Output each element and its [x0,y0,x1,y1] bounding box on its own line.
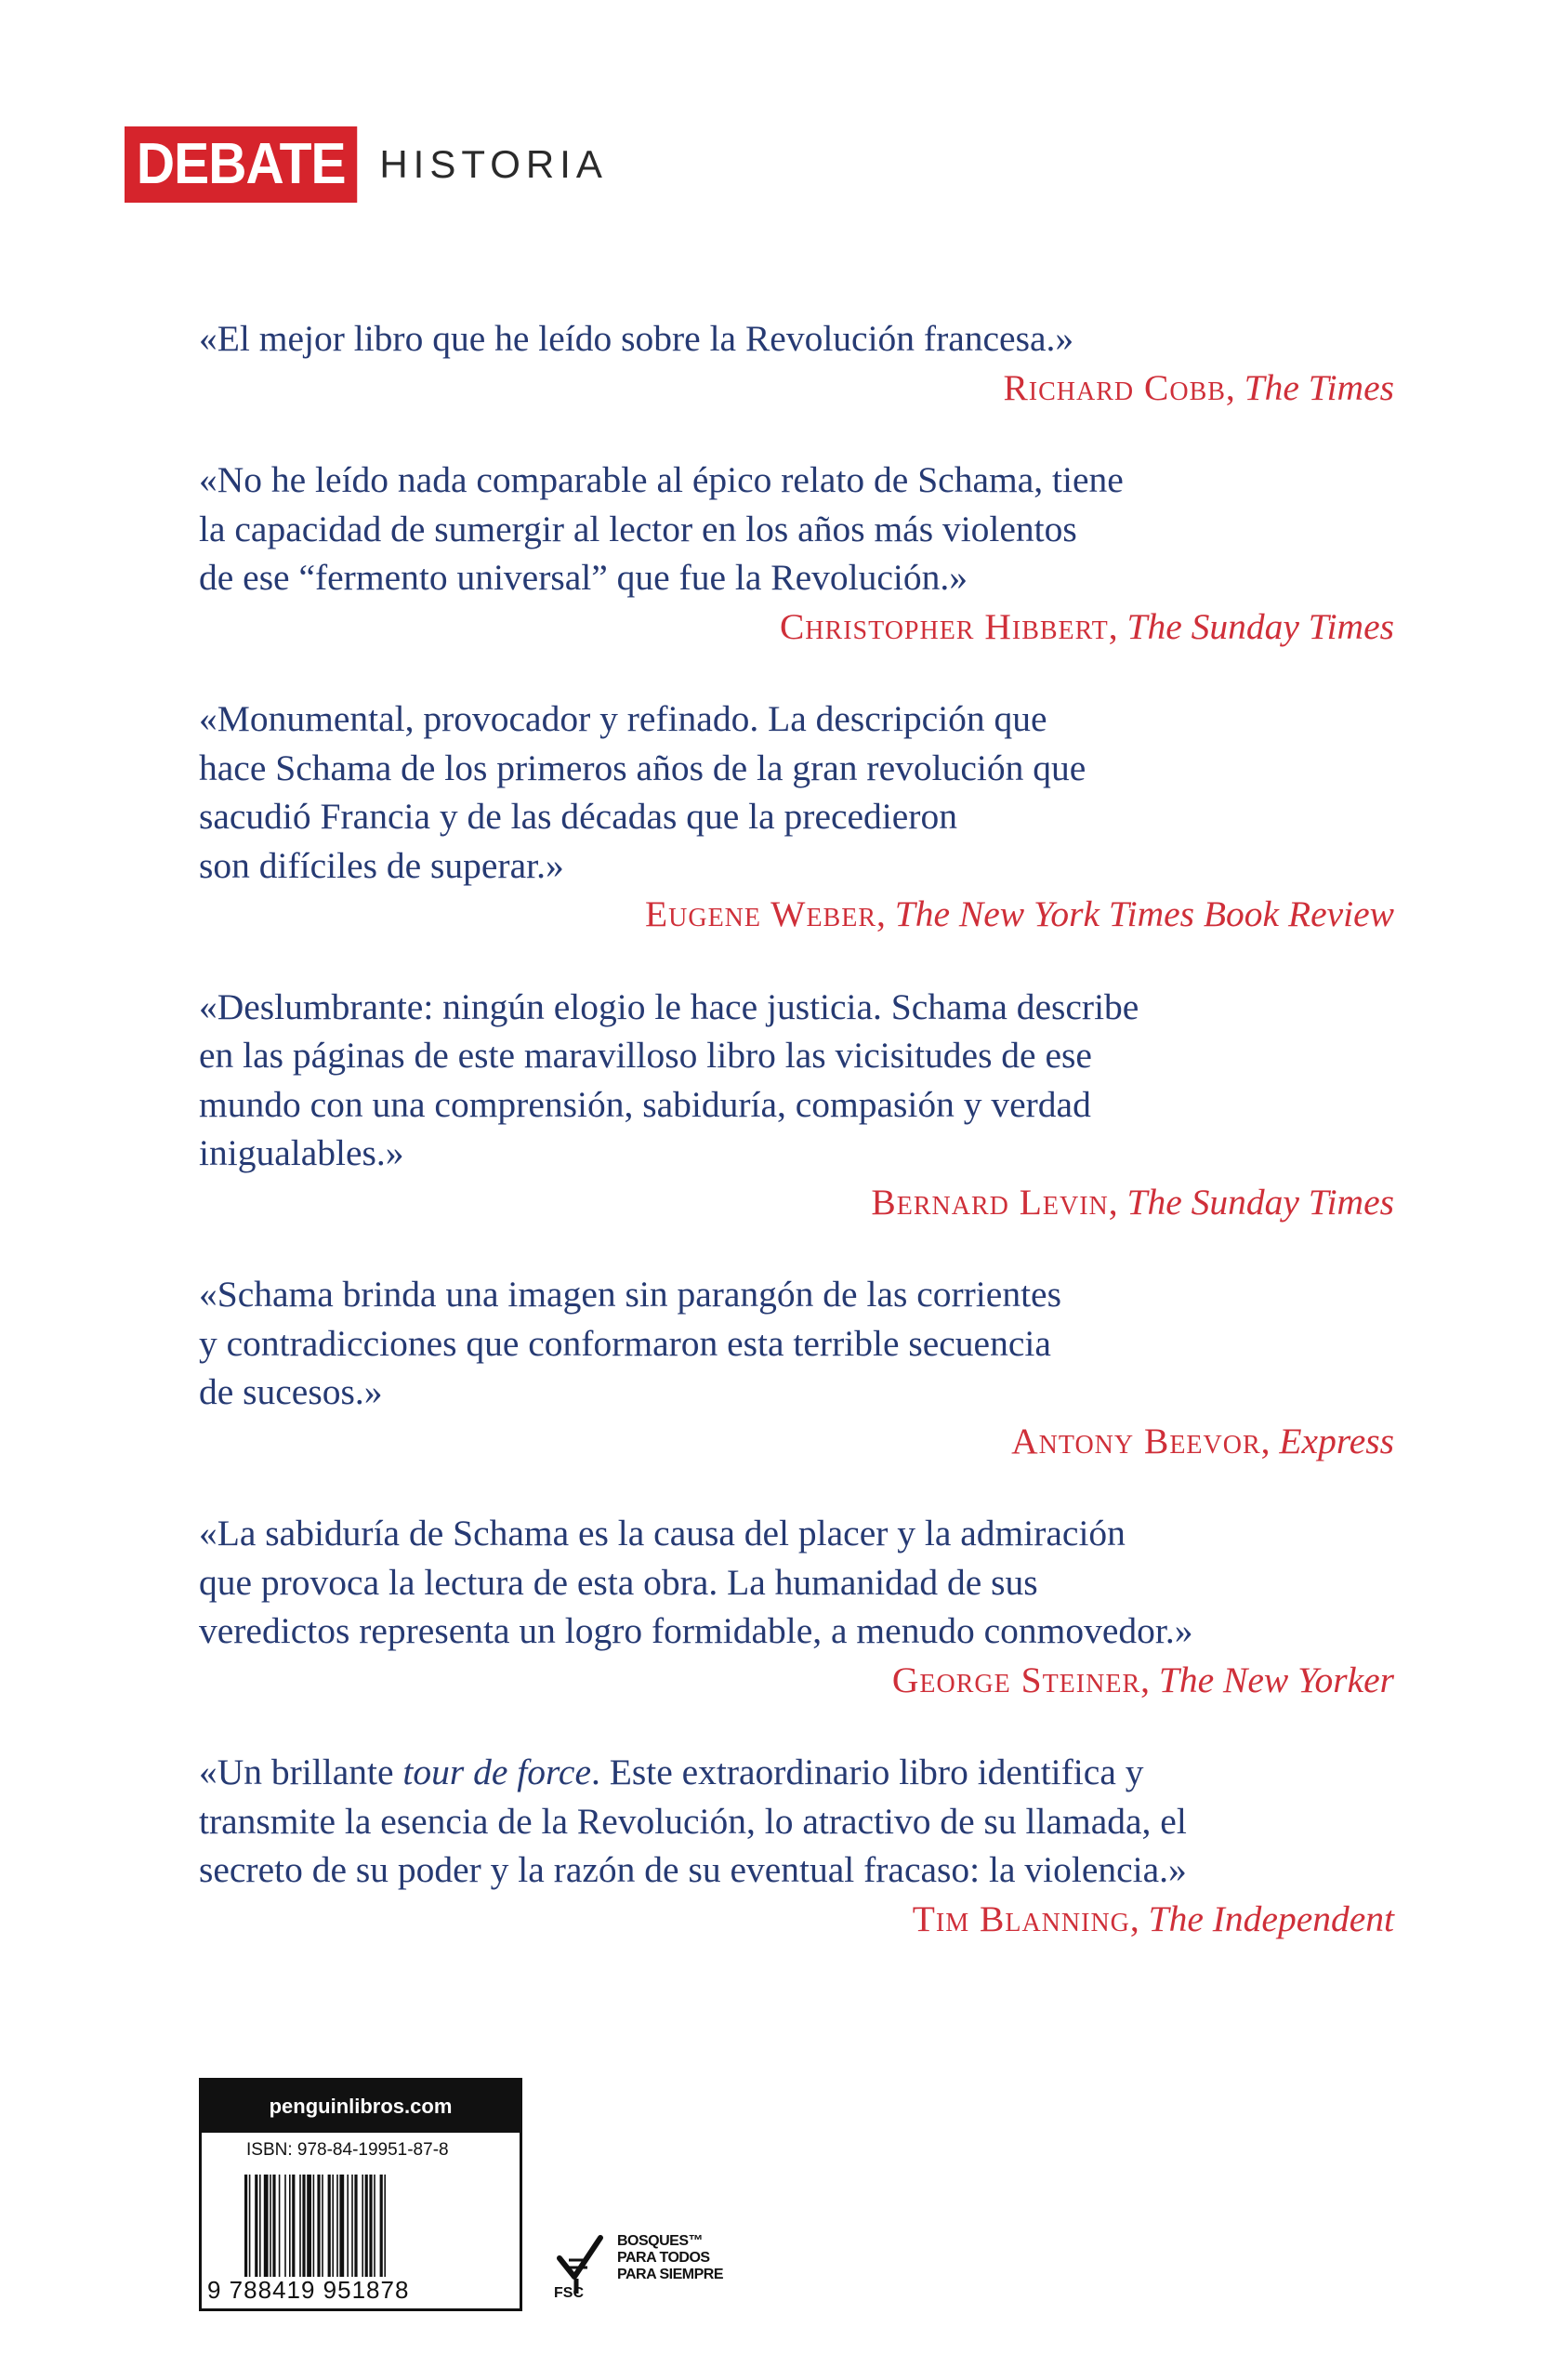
fsc-line: BOSQUES™ [617,2233,704,2249]
barcode-bar [380,2175,383,2277]
barcode-bar [362,2175,363,2277]
review-author: Richard Cobb [1003,366,1226,408]
review-publication: The New Yorker [1158,1659,1394,1700]
review-1 [199,314,1394,412]
review-attribution: Tim Blanning, The Independent [912,1897,1394,1939]
isbn-label: ISBN: 978-84-19951-87-8 [246,2140,449,2160]
review-quote: «Un brillante tour de force. Este extraordinario libro identifica y transmite la esencia de la Revolución, lo atractivo de su llamada, el secreto de su poder y la razón de su eventual fracaso: la violencia.» [199,1752,1187,1890]
review-4 [199,983,1394,1227]
review-author: Eugene Weber [645,893,876,934]
review-author: Bernard Levin [871,1181,1109,1223]
barcode-bar [339,2175,344,2277]
fsc-logo [554,2220,723,2306]
series-name: HISTORIA [379,142,608,186]
review-7 [199,1748,1394,1943]
review-publication: Express [1279,1420,1394,1461]
review-author: George Steiner [891,1659,1141,1700]
review-publication: The Independent [1148,1897,1394,1939]
review-quote: «La sabiduría de Schama es la causa del placer y la admiración que provoca la lectura de esta obra. La humanidad de sus veredictos representa un logro formidable, a menudo conmovedor.» [199,1513,1193,1651]
barcode-bar [264,2175,269,2277]
barcode-bar [332,2175,334,2277]
fsc-label: FSC [554,2285,584,2301]
review-2 [199,456,1394,651]
reviews-list [199,314,1394,1987]
review-5 [199,1270,1394,1465]
review-attribution: Bernard Levin, The Sunday Times [871,1181,1394,1223]
barcode-bar [347,2175,349,2277]
review-quote: «El mejor libro que he leído sobre la Revolución francesa.» [199,318,1074,359]
barcode-bar [244,2175,247,2277]
barcode-bar [384,2175,386,2277]
fsc-line: PARA SIEMPRE [617,2267,724,2282]
italic-quote-line: «Un brillante tour de force. Este extraordinario libro identifica y [199,1752,1144,1792]
review-attribution: George Steiner, The New Yorker [891,1659,1394,1700]
barcode-bar [289,2175,291,2277]
review-quote: «Schama brinda una imagen sin parangón de las corrientes y contradicciones que conformaron esta terrible secuencia de sucesos.» [199,1274,1061,1412]
review-publication: The Sunday Times [1126,605,1394,647]
barcode-bar [302,2175,305,2277]
fsc-slogan [617,2233,723,2283]
barcode-bar [336,2175,338,2277]
barcode-bar [255,2175,257,2277]
review-author: Christopher Hibbert [779,605,1109,647]
barcode-bar [249,2175,251,2277]
review-3 [199,694,1394,939]
review-author: Antony Beevor [1011,1420,1261,1461]
review-publication: The Times [1244,366,1394,408]
barcode-bar [307,2175,311,2277]
review-attribution: Antony Beevor, Express [1011,1420,1394,1461]
review-author: Tim Blanning [912,1897,1130,1939]
review-attribution: Christopher Hibbert, The Sunday Times [779,605,1394,647]
barcode-bar [284,2175,286,2277]
review-6 [199,1509,1394,1704]
barcode-bar [369,2175,372,2277]
barcode-bar [279,2175,281,2277]
review-quote: «Monumental, provocador y refinado. La descripción que hace Schama de los primeros años de la gran revolución que sacudió Francia y de las décadas que la precedieron son difíciles de superar.» [199,698,1086,886]
fsc-line: PARA TODOS [617,2250,710,2266]
review-publication: The New York Times Book Review [894,893,1394,934]
barcode-bar [328,2175,331,2277]
review-attribution: Eugene Weber, The New York Times Book Review [645,893,1394,934]
barcode-bar [270,2175,271,2277]
barcode-bar [351,2175,353,2277]
barcode-bar [272,2175,275,2277]
review-quote: «Deslumbrante: ningún elogio le hace justicia. Schama describe en las páginas de este maravilloso libro las vicisitudes de ese mundo con una comprensión, sabiduría, compasión y verdad inigualables.» [199,985,1139,1173]
barcode-bar [322,2175,323,2277]
barcode-bar [354,2175,357,2277]
barcode-bar [292,2175,295,2277]
barcode-block [199,2078,522,2311]
barcode-bar [313,2175,315,2277]
review-attribution: Richard Cobb, The Times [1003,366,1394,408]
barcode-bar [299,2175,301,2277]
review-publication: The Sunday Times [1126,1181,1394,1223]
header [125,126,608,203]
barcode-bar [374,2175,375,2277]
barcode-bar [365,2175,368,2277]
barcode-bar [317,2175,320,2277]
barcode-digits: 9 788419 951878 [207,2276,410,2304]
publisher-logo: DEBATE [125,126,358,203]
barcode-bars [244,2175,508,2277]
barcode-bar [259,2175,261,2277]
website-label: penguinlibros.com [202,2081,520,2133]
review-quote: «No he leído nada comparable al épico relato de Schama, tiene la capacidad de sumergir al lector en los años más violentos de ese “fermento universal” que fue la Revolución.» [199,459,1124,598]
